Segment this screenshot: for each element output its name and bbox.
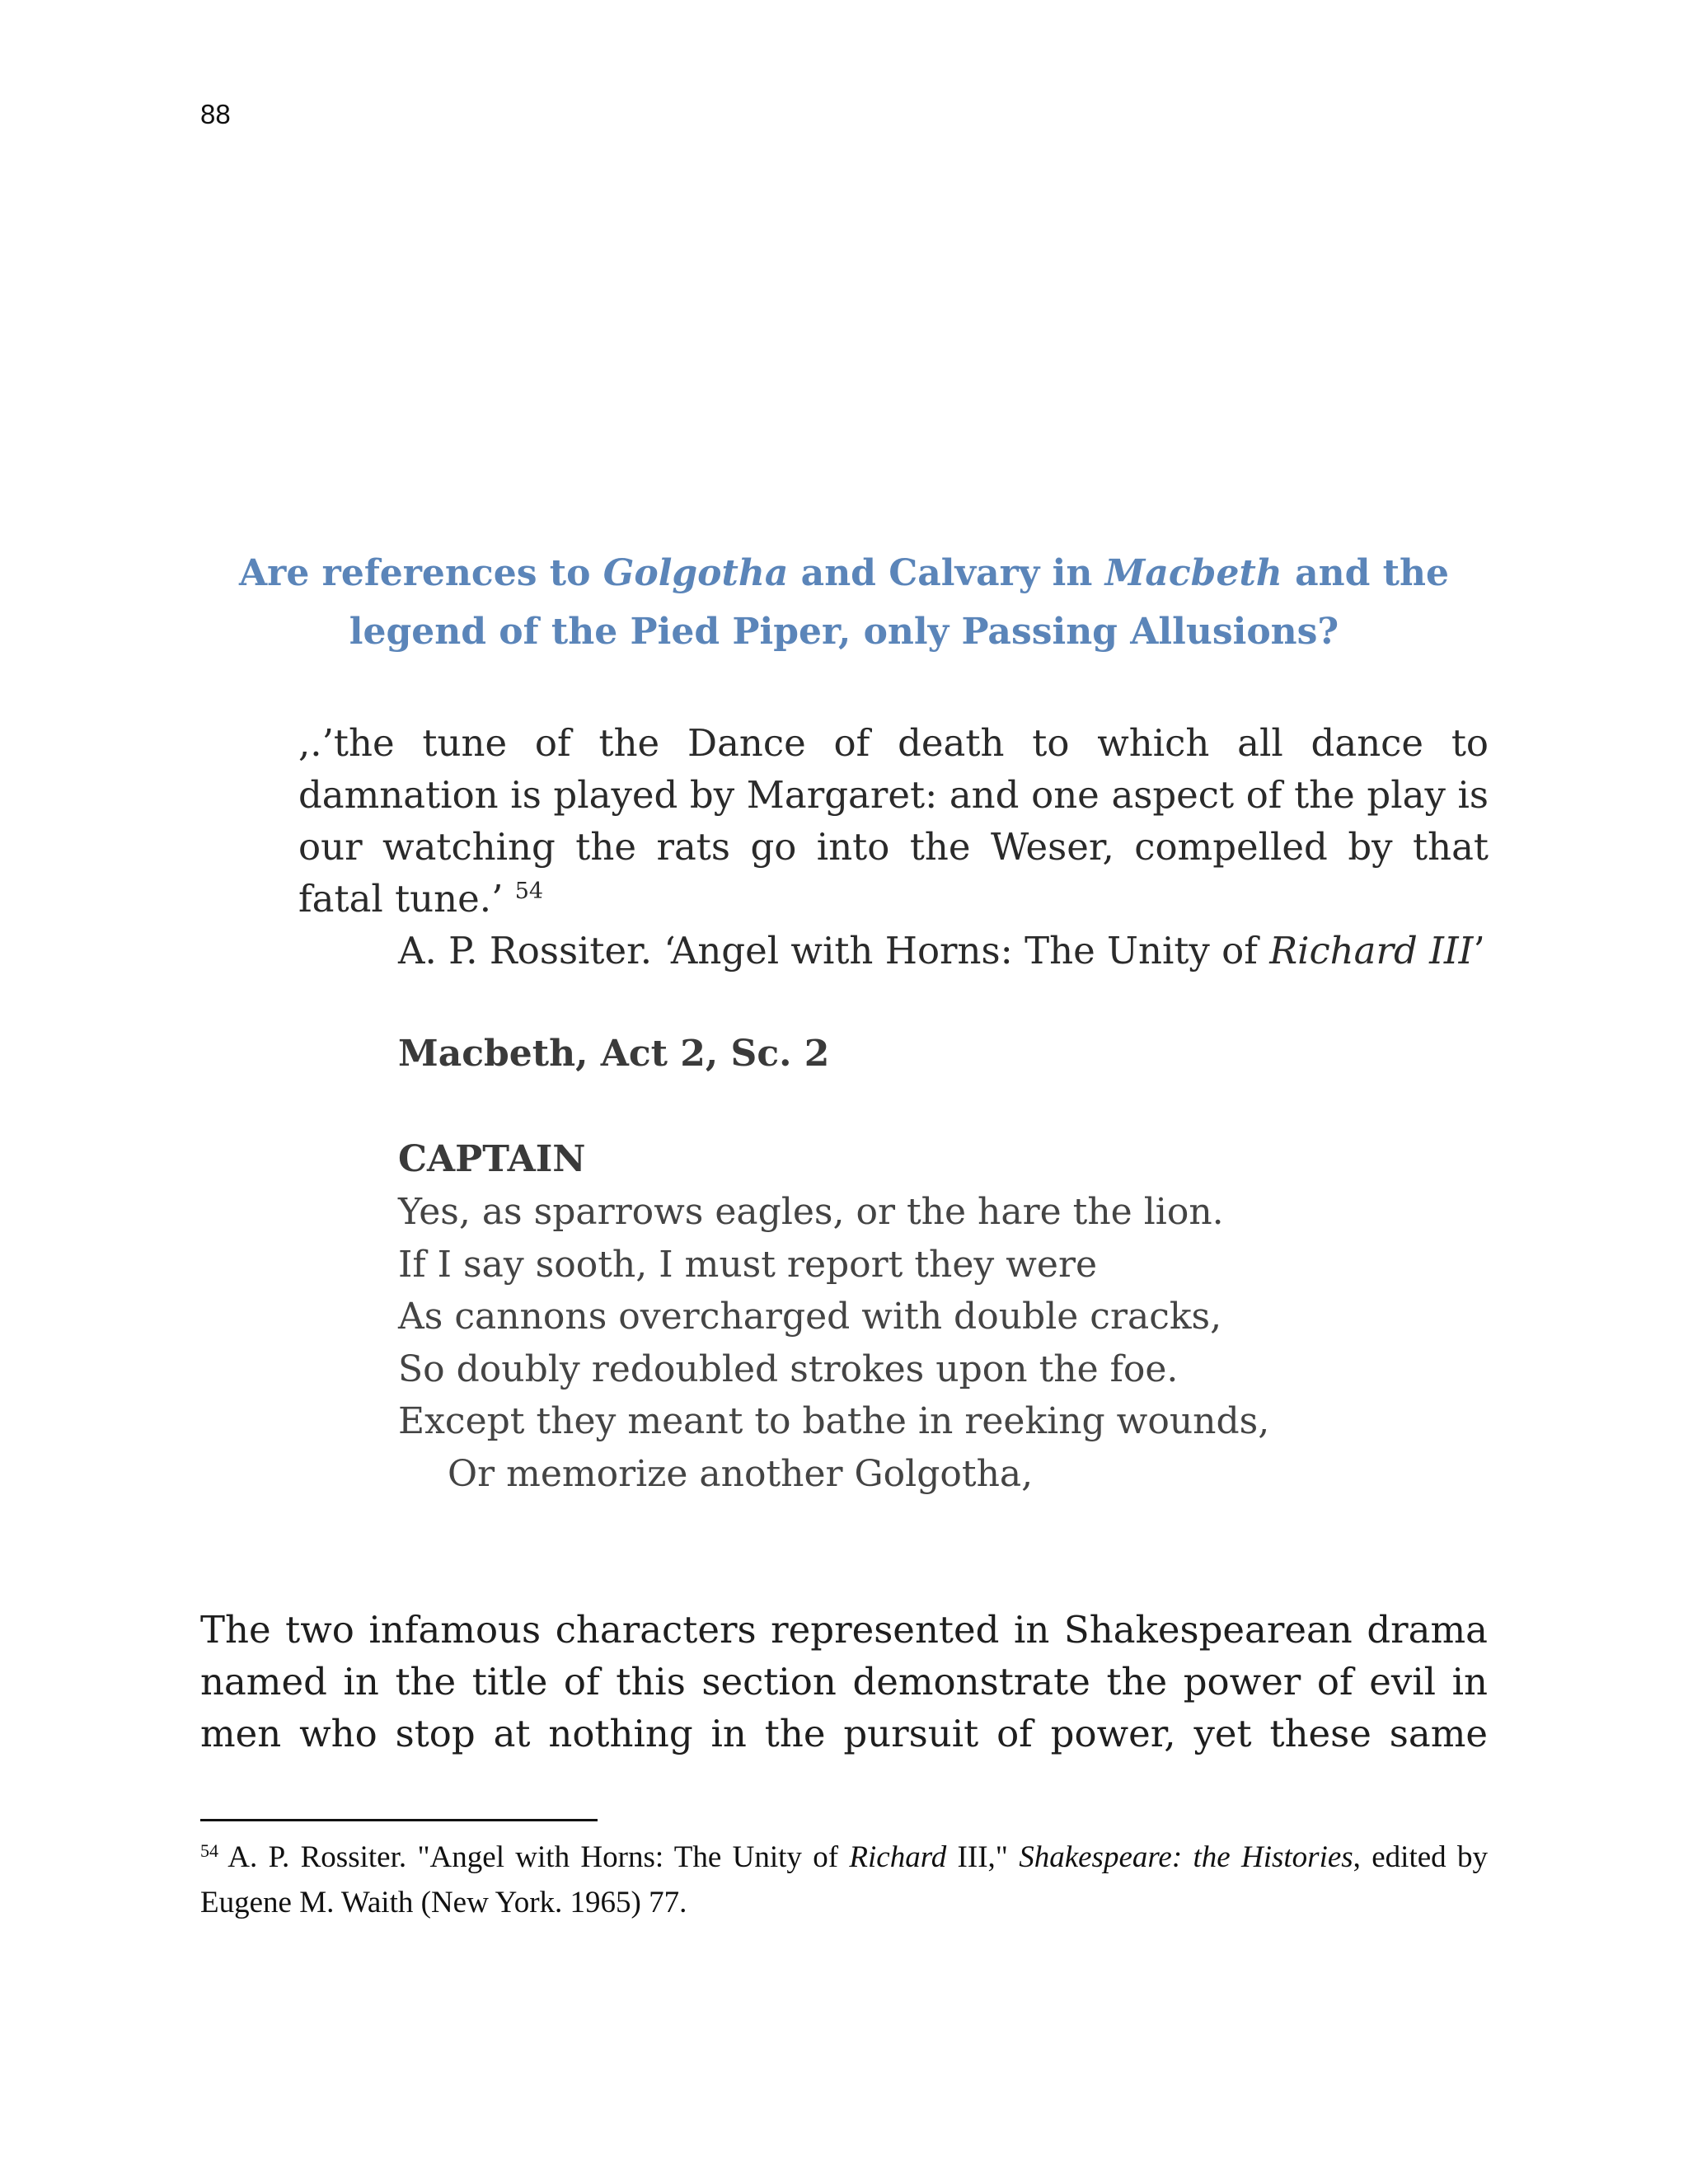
- verse-line: As cannons overcharged with double cracks,: [398, 1296, 1222, 1338]
- epigraph-attribution: [398, 925, 1485, 977]
- epigraph-text: ,.’the tune of the Dance of death to which all dance to damnation is played by Margaret: and one aspect of the play is our watching the rats go into the Weser, compelled by that fatal tune.’: [298, 721, 1489, 921]
- body-line: named in the title of this section demonstrate the power of evil in: [200, 1660, 1488, 1704]
- body-paragraph: [200, 1604, 1488, 1760]
- footnote-reference[interactable]: 54: [514, 879, 544, 904]
- attribution-close-quote: ’: [1473, 929, 1485, 972]
- verse-line: Yes, as sparrows eagles, or the hare the lion.: [398, 1191, 1224, 1233]
- verse-line: Or memorize another Golgotha,: [448, 1452, 1034, 1495]
- speaker-name: CAPTAIN: [398, 1138, 586, 1180]
- scene-reference: Macbeth, Act 2, Sc. 2: [398, 1033, 830, 1075]
- epigraph-quote: [298, 717, 1489, 925]
- heading-line-2: legend of the Pied Piper, only Passing Allusions?: [349, 611, 1339, 653]
- footnote-divider: [200, 1819, 598, 1821]
- footnote-number: 54: [200, 1840, 218, 1861]
- attribution-italic-title: Richard III: [1269, 929, 1474, 972]
- heading-line-1: [200, 544, 1488, 602]
- heading-italic-macbeth: Macbeth: [1104, 552, 1282, 594]
- attribution-text: A. P. Rossiter. ‘Angel with Horns: The Unity of: [398, 929, 1270, 972]
- body-line: The two infamous characters represented in Shakespearean drama: [200, 1608, 1488, 1652]
- verse-block: [398, 1186, 1269, 1500]
- heading-text: Are references to: [239, 552, 603, 594]
- footnote: [200, 1835, 1488, 1925]
- body-line: men who stop at nothing in the pursuit of power, yet these same: [200, 1712, 1488, 1755]
- footnote-text: III,": [946, 1840, 1020, 1874]
- verse-line: Except they meant to bathe in reeking wounds,: [398, 1400, 1270, 1442]
- footnote-text: A. P. Rossiter. "Angel with Horns: The Unity of: [218, 1840, 850, 1874]
- section-heading: [200, 544, 1488, 661]
- footnote-italic: Richard: [849, 1840, 947, 1874]
- page-number: 88: [200, 99, 231, 129]
- heading-italic-golgotha: Golgotha: [603, 552, 789, 594]
- verse-line: If I say sooth, I must report they were: [398, 1243, 1098, 1286]
- footnote-text: , edited by Eugene M. Waith (New York. 1965) 77.: [200, 1840, 1488, 1919]
- heading-text: and the: [1282, 552, 1449, 594]
- verse-line: So doubly redoubled strokes upon the foe.: [398, 1347, 1179, 1390]
- heading-text: and Calvary in: [788, 552, 1105, 594]
- footnote-italic-book-title: Shakespeare: the Histories: [1019, 1840, 1353, 1874]
